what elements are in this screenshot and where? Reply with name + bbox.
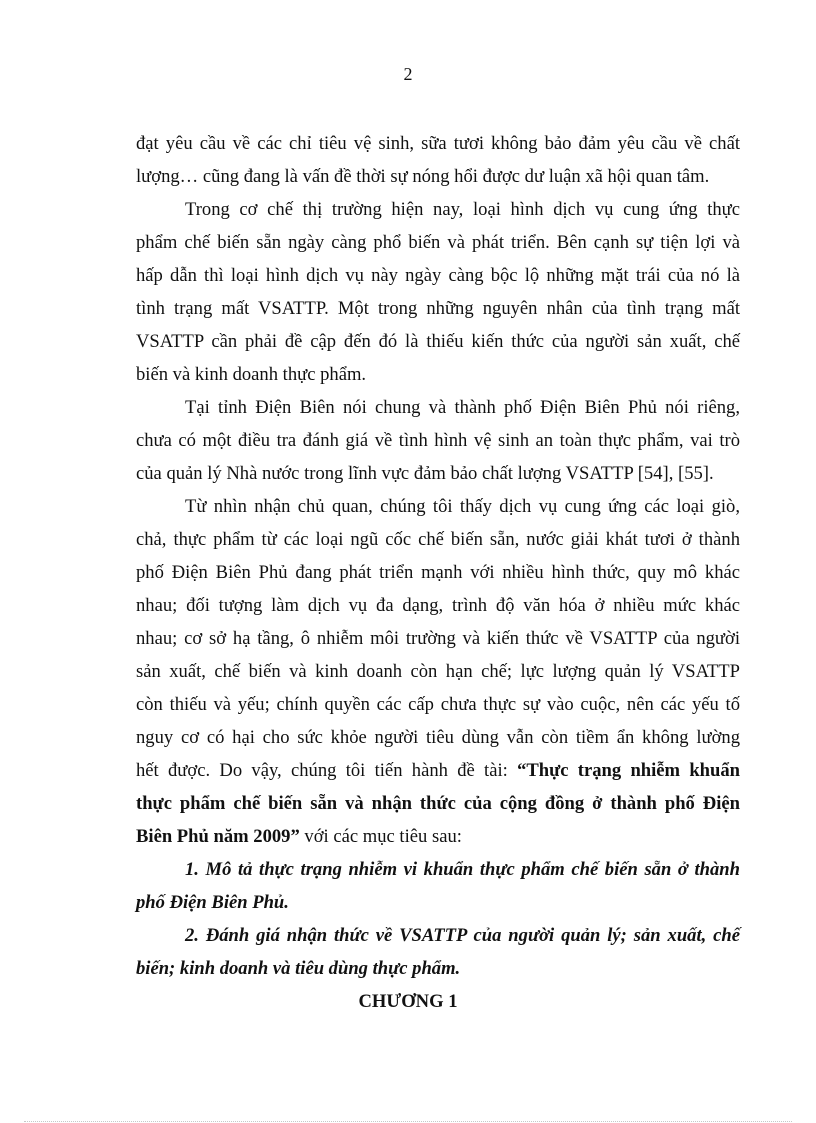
study-title-end: Biên Phủ năm 2009” (136, 826, 300, 847)
study-title-middle: thực phẩm chế biến sẵn và nhận thức của cộng đồng ở thành phố Điện (136, 793, 740, 814)
paragraph-4-line-9-text: hết được. Do vậy, chúng tôi tiến hành đề tài: (136, 760, 518, 781)
paragraph-2-line-5: VSATTP cần phải đề cập đến đó là thiếu kiến thức của người sản xuất, chế (136, 331, 740, 352)
objective-2-line-2: biến; kinh doanh và tiêu dùng thực phẩm. (136, 958, 461, 979)
paragraph-4-line-11 (136, 825, 740, 849)
paragraph-3-line-2: chưa có một điều tra đánh giá về tình hình vệ sinh an toàn thực phẩm, vai trò (136, 430, 740, 451)
paragraph-1-line-1: đạt yêu cầu về các chỉ tiêu vệ sinh, sữa tươi không bảo đảm yêu cầu về chất (136, 133, 740, 154)
page-bottom-divider (24, 1121, 792, 1122)
paragraph-4-line-7: còn thiếu và yếu; chính quyền các cấp chưa thực sự vào cuộc, nên các yếu tố (136, 694, 740, 715)
paragraph-4-line-2: chả, thực phẩm từ các loại ngũ cốc chế biến sẵn, nước giải khát tươi ở thành (136, 529, 740, 550)
chapter-heading: CHƯƠNG 1 (358, 991, 458, 1012)
paragraph-3-line-3: của quản lý Nhà nước trong lĩnh vực đảm bảo chất lượng VSATTP [54], [55]. (136, 463, 714, 484)
paragraph-4-line-3: phố Điện Biên Phủ đang phát triển mạnh với nhiều hình thức, quy mô khác (136, 562, 740, 583)
paragraph-2-line-4: tình trạng mất VSATTP. Một trong những nguyên nhân của tình trạng mất (136, 298, 740, 319)
paragraph-4-line-5: nhau; cơ sở hạ tầng, ô nhiễm môi trường và kiến thức về VSATTP của người (136, 628, 740, 649)
paragraph-2-line-2: phẩm chế biến sẵn ngày càng phổ biến và phát triển. Bên cạnh sự tiện lợi và (136, 232, 740, 253)
paragraph-1-line-2: lượng… cũng đang là vấn đề thời sự nóng hổi được dư luận xã hội quan tâm. (136, 166, 710, 187)
study-title-start: “Thực trạng nhiễm khuẩn (517, 760, 740, 781)
paragraph-4-line-8: nguy cơ có hại cho sức khỏe người tiêu dùng vẫn còn tiềm ẩn không lường (136, 727, 740, 748)
paragraph-2-line-6: biến và kinh doanh thực phẩm. (136, 364, 367, 385)
page-number: 2 (403, 64, 413, 84)
paragraph-4-line-1: Từ nhìn nhận chủ quan, chúng tôi thấy dịch vụ cung ứng các loại giò, (185, 496, 740, 517)
objective-1-line-2: phố Điện Biên Phủ. (136, 892, 289, 913)
objective-1-line-1: 1. Mô tả thực trạng nhiễm vi khuẩn thực phẩm chế biến sẵn ở thành (185, 859, 740, 880)
paragraph-2-line-1: Trong cơ chế thị trường hiện nay, loại hình dịch vụ cung ứng thực (185, 199, 740, 220)
paragraph-4-line-11-text: với các mục tiêu sau: (299, 826, 462, 847)
paragraph-2-line-3: hấp dẫn thì loại hình dịch vụ này ngày càng bộc lộ những mặt trái của nó là (136, 265, 740, 286)
paragraph-4-line-6: sản xuất, chế biến và kinh doanh còn hạn chế; lực lượng quản lý VSATTP (136, 661, 740, 682)
paragraph-4-line-9 (136, 759, 740, 783)
paragraph-3-line-1: Tại tỉnh Điện Biên nói chung và thành phố Điện Biên Phủ nói riêng, (185, 397, 740, 418)
objective-2-line-1: 2. Đánh giá nhận thức về VSATTP của người quản lý; sản xuất, chế (185, 925, 740, 946)
paragraph-4-line-4: nhau; đối tượng làm dịch vụ đa dạng, trình độ văn hóa ở nhiều mức khác (136, 595, 740, 616)
